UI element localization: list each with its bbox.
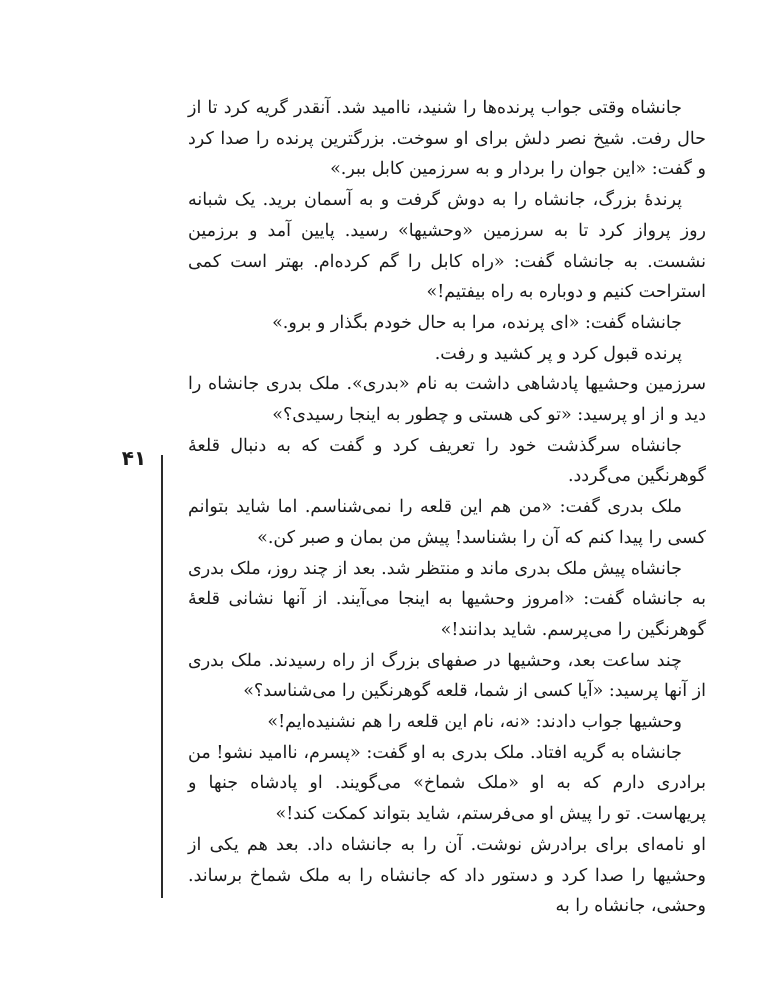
paragraph-6: جانشاه سرگذشت خود را تعریف کرد و گفت که به دنبال قلعهٔ گوهرنگین می‌گردد. xyxy=(188,435,706,487)
page-number: ۴۱ xyxy=(121,446,147,470)
paragraph-12: او نامه‌ای برای برادرش نوشت. آن را به جانشاه داد. بعد هم یکی از وحشیها را صدا کرد و دستور داد که جانشاه را به ملک شماخ برساند. وحشی، جانشاه را به xyxy=(188,834,706,917)
paragraph-2: پرندهٔ بزرگ، جانشاه را به دوش گرفت و به آسمان برید. یک شبانه روز پرواز کرد تا به سرزمین «وحشیها» رسید. پایین آمد و برزمین نشست. به جانشاه گفت: «راه کابل را گم کرده‌ام. بهتر است کمی استراحت کنیم و دوباره به راه بیفتیم!» xyxy=(188,190,706,303)
paragraph-5: سرزمین وحشیها پادشاهی داشت به نام «بدری». ملک بدری جانشاه را دید و از او پرسید: «تو کی هستی و چطور به اینجا رسیدی؟» xyxy=(188,374,706,426)
paragraph-1: جانشاه وقتی جواب پرنده‌ها را شنید، ناامید شد. آنقدر گریه کرد تا از حال رفت. شیخ نصر دلش برای او سوخت. بزرگترین پرنده را صدا کرد و گفت: «این جوان را بردار و به سرزمین کابل ببر.» xyxy=(188,98,706,180)
paragraph-9: چند ساعت بعد، وحشیها در صفهای بزرگ از راه رسیدند. ملک بدری از آنها پرسید: «آیا کسی از شما، قلعه گوهرنگین را می‌شناسد؟» xyxy=(188,650,706,702)
body-text xyxy=(188,93,706,922)
paragraph-10: وحشیها جواب دادند: «نه، نام این قلعه را هم نشنیده‌ایم!» xyxy=(267,712,682,733)
paragraph-8: جانشاه پیش ملک بدری ماند و منتظر شد. بعد از چند روز، ملک بدری به جانشاه گفت: «امروز وحشیها به اینجا می‌آیند. از آنها نشانی قلعهٔ گوهرنگین را می‌پرسم. شاید بدانند!» xyxy=(188,558,706,640)
paragraph-4: پرنده قبول کرد و پر کشید و رفت. xyxy=(434,343,682,364)
paragraph-3: جانشاه گفت: «ای پرنده، مرا به حال خودم بگذار و برو.» xyxy=(272,312,682,333)
paragraph-11: جانشاه به گریه افتاد. ملک بدری به او گفت: «پسرم، ناامید نشو! من برادری دارم که به او «ملک شماخ» می‌گویند. او پادشاه جنها و پریهاست. تو را پیش او می‌فرستم، شاید بتواند کمکت کند!» xyxy=(188,742,706,825)
margin-rule xyxy=(161,455,163,898)
paragraph-7: ملک بدری گفت: «من هم این قلعه را نمی‌شناسم. اما شاید بتوانم کسی را پیدا کنم که آن را بشناسد! پیش من بمان و صبر کن.» xyxy=(188,497,706,548)
